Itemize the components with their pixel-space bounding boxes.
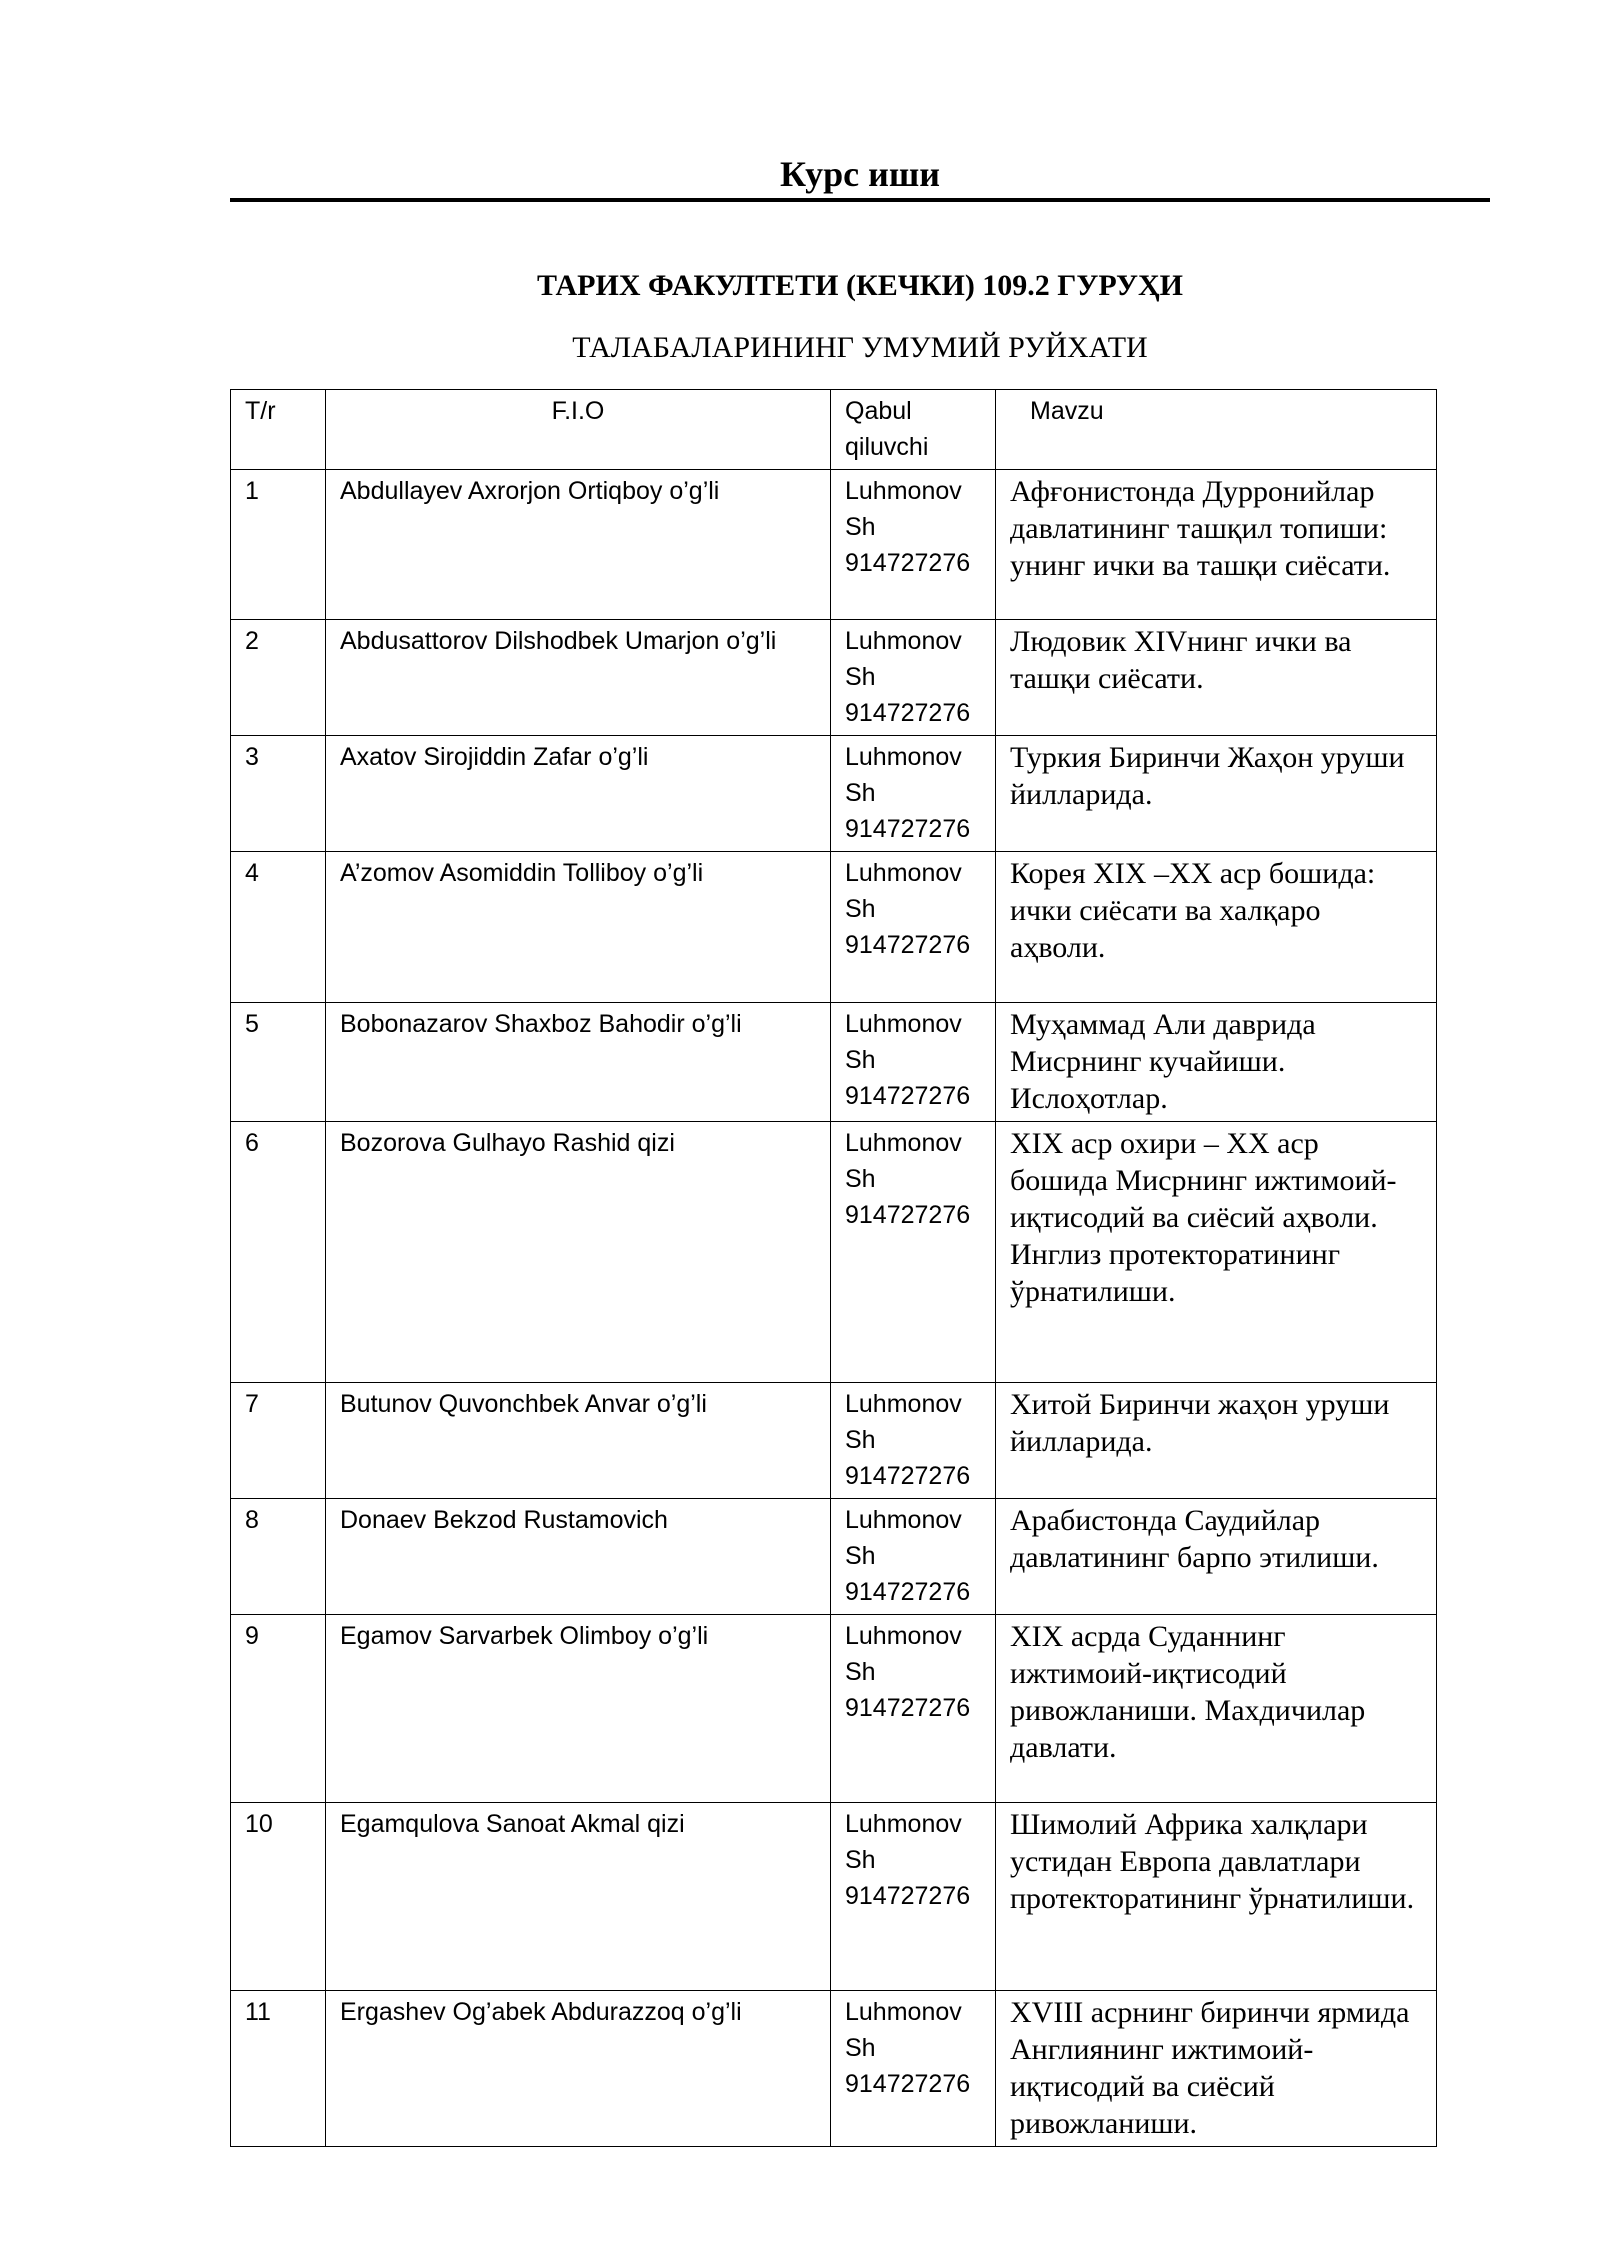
accepter-initial: Sh [845, 1542, 876, 1570]
row-number: 5 [231, 1003, 326, 1122]
accepter [831, 620, 996, 736]
accepter-name: Luhmonov [845, 1129, 962, 1157]
row-number: 8 [231, 1499, 326, 1615]
accepter [831, 736, 996, 852]
document-subtitle: ТАЛАБАЛАРИНИНГ УМУМИЙ РУЙХАТИ [572, 331, 1148, 364]
accepter-name: Luhmonov [845, 743, 962, 771]
accepter-name: Luhmonov [845, 1998, 962, 2026]
accepter-name: Luhmonov [845, 1506, 962, 1534]
row-number: 11 [231, 1991, 326, 2147]
row-number: 10 [231, 1803, 326, 1991]
student-name: Bozorova Gulhayo Rashid qizi [326, 1122, 831, 1383]
accepter [831, 1003, 996, 1122]
document-header-title: Курс иши [779, 154, 941, 194]
accepter-phone: 914727276 [845, 1201, 971, 1229]
accepter-name: Luhmonov [845, 1622, 962, 1650]
row-number: 9 [231, 1615, 326, 1803]
accepter-initial: Sh [845, 1846, 876, 1874]
accepter-name: Luhmonov [845, 1390, 962, 1418]
row-number: 7 [231, 1383, 326, 1499]
accepter-initial: Sh [845, 1165, 876, 1193]
table-row [231, 1383, 1437, 1499]
accepter [831, 1991, 996, 2147]
accepter [831, 1383, 996, 1499]
accepter-phone: 914727276 [845, 699, 971, 727]
accepter-phone: 914727276 [845, 1882, 971, 1910]
student-name: Egamov Sarvarbek Olimboy o’g’li [326, 1615, 831, 1803]
accepter-name: Luhmonov [845, 627, 962, 655]
student-name: Butunov Quvonchbek Anvar o’g’li [326, 1383, 831, 1499]
row-number: 4 [231, 852, 326, 1003]
roster-body [231, 390, 1437, 2147]
accepter-phone: 914727276 [845, 2070, 971, 2098]
accepter-phone: 914727276 [845, 1082, 971, 1110]
accepter-name: Luhmonov [845, 859, 962, 887]
table-row [231, 736, 1437, 852]
student-name: Bobonazarov Shaxboz Bahodir o’g’li [326, 1003, 831, 1122]
course-topic: XVIII асрнинг биринчи ярмида Англиянинг ижтимоий-иқтисодий ва сиёсий ривожланиши. [996, 1991, 1437, 2147]
table-row [231, 1499, 1437, 1615]
table-row [231, 1122, 1437, 1383]
student-roster-table [230, 389, 1437, 2147]
course-topic: Хитой Биринчи жаҳон уруши йилларида. [996, 1383, 1437, 1499]
accepter-initial: Sh [845, 663, 876, 691]
table-row [231, 620, 1437, 736]
course-topic: XIX асрда Суданнинг ижтимоий-иқтисодий ривожланиши. Махдичилар давлати. [996, 1615, 1437, 1803]
accepter-initial: Sh [845, 1046, 876, 1074]
accepter-initial: Sh [845, 513, 876, 541]
header-topic: Mavzu [996, 390, 1437, 470]
header-accepter-line1: Qabul [845, 397, 912, 425]
row-number: 3 [231, 736, 326, 852]
course-topic: XIX аср охири – XX аср бошида Мисрнинг ижтимоий-иқтисодий ва сиёсий аҳволи. Инглиз протекторатининг ўрнатилиши. [996, 1122, 1437, 1383]
accepter-phone: 914727276 [845, 1462, 971, 1490]
row-number: 1 [231, 470, 326, 620]
student-name: Donaev Bekzod Rustamovich [326, 1499, 831, 1615]
course-topic: Афғонистонда Дурронийлар давлатининг ташқил топиши: унинг ички ва ташқи сиёсати. [996, 470, 1437, 620]
table-row [231, 1003, 1437, 1122]
accepter-initial: Sh [845, 2034, 876, 2062]
table-row [231, 1803, 1437, 1991]
row-number: 6 [231, 1122, 326, 1383]
student-name: Abdusattorov Dilshodbek Umarjon o’g’li [326, 620, 831, 736]
accepter-name: Luhmonov [845, 1810, 962, 1838]
student-name: A’zomov Asomiddin Tolliboy o’g’li [326, 852, 831, 1003]
accepter [831, 1803, 996, 1991]
accepter [831, 852, 996, 1003]
header-rule [230, 198, 1490, 202]
table-row [231, 1615, 1437, 1803]
header-accepter-line2: qiluvchi [845, 433, 929, 461]
header-accepter [831, 390, 996, 470]
course-topic: Корея XIX –XX аср бошида: ички сиёсати ва халқаро аҳволи. [996, 852, 1437, 1003]
accepter-phone: 914727276 [845, 931, 971, 959]
accepter-phone: 914727276 [845, 815, 971, 843]
accepter-initial: Sh [845, 779, 876, 807]
table-row [231, 852, 1437, 1003]
student-name: Ergashev Og’abek Abdurazzoq o’g’li [326, 1991, 831, 2147]
accepter [831, 1122, 996, 1383]
accepter-phone: 914727276 [845, 549, 971, 577]
header-fio: F.I.O [326, 390, 831, 470]
accepter-initial: Sh [845, 1426, 876, 1454]
table-header-row [231, 390, 1437, 470]
accepter-initial: Sh [845, 1658, 876, 1686]
student-name: Axatov Sirojiddin Zafar o’g’li [326, 736, 831, 852]
table-row [231, 1991, 1437, 2147]
course-topic: Муҳаммад Али даврида Мисрнинг кучайиши. Ислоҳотлар. [996, 1003, 1437, 1122]
accepter [831, 1615, 996, 1803]
accepter-initial: Sh [845, 895, 876, 923]
header-num: T/r [231, 390, 326, 470]
course-topic: Арабистонда Саудийлар давлатининг барпо этилиши. [996, 1499, 1437, 1615]
student-name: Egamqulova Sanoat Akmal qizi [326, 1803, 831, 1991]
course-topic: Туркия Биринчи Жаҳон уруши йилларида. [996, 736, 1437, 852]
accepter [831, 470, 996, 620]
accepter [831, 1499, 996, 1615]
course-topic: Шимолий Африка халқлари устидан Европа давлатлари протекторатининг ўрнатилиши. [996, 1803, 1437, 1991]
document-title: ТАРИХ ФАКУЛТЕТИ (КЕЧКИ) 109.2 ГУРУҲИ [536, 269, 1184, 302]
row-number: 2 [231, 620, 326, 736]
student-name: Abdullayev Axrorjon Ortiqboy o’g’li [326, 470, 831, 620]
table-row [231, 470, 1437, 620]
course-topic: Людовик XIVнинг ички ва ташқи сиёсати. [996, 620, 1437, 736]
accepter-phone: 914727276 [845, 1694, 971, 1722]
accepter-name: Luhmonov [845, 1010, 962, 1038]
accepter-phone: 914727276 [845, 1578, 971, 1606]
accepter-name: Luhmonov [845, 477, 962, 505]
